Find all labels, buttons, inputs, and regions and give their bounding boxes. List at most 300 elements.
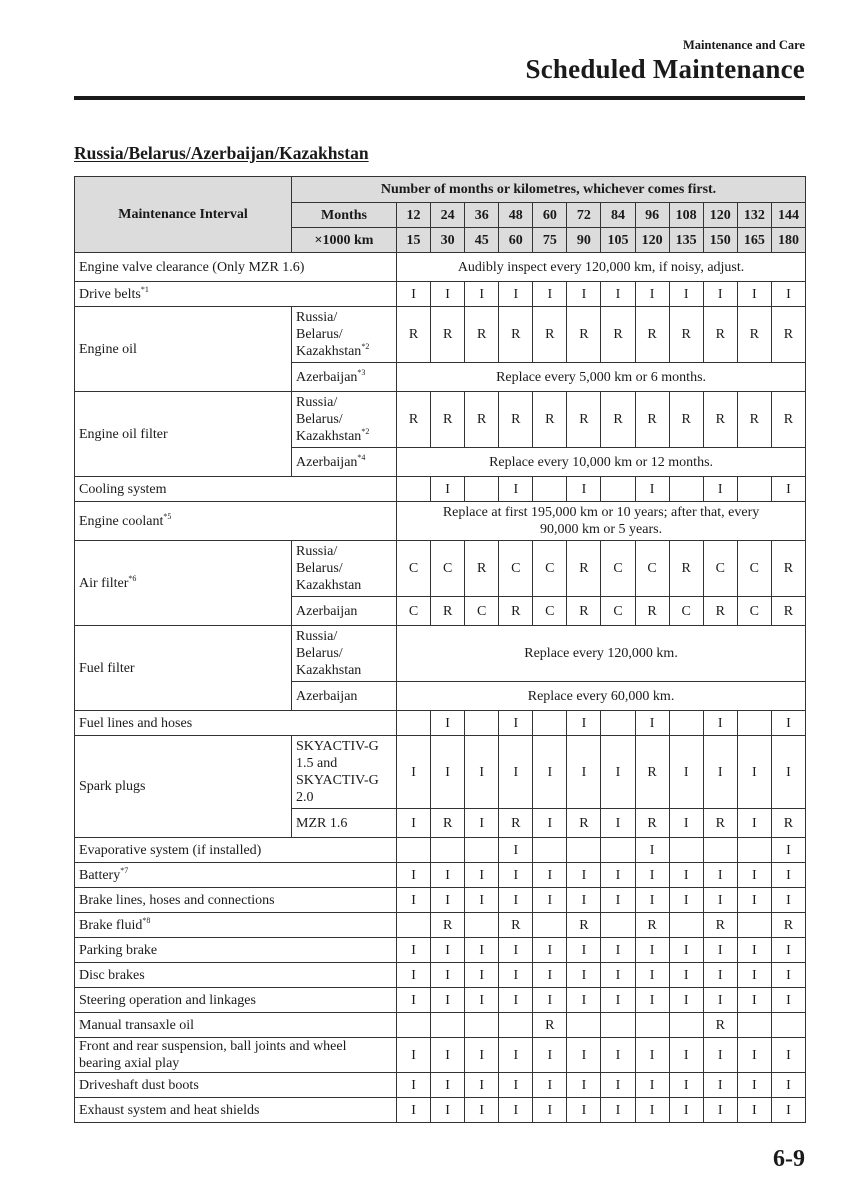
interval-cell: I xyxy=(737,888,771,913)
interval-cell: R xyxy=(635,809,669,838)
interval-cell: R xyxy=(567,597,601,626)
interval-cell: I xyxy=(669,736,703,809)
interval-cell: I xyxy=(567,888,601,913)
maintenance-item: Brake fluid$^{*8}$ xyxy=(75,913,397,938)
table-row xyxy=(75,307,806,363)
km-value: 180 xyxy=(771,228,805,253)
interval-cell: I xyxy=(703,477,737,502)
interval-cell: I xyxy=(465,988,499,1013)
interval-cell: R xyxy=(771,307,805,363)
item-variant: Azerbaijan xyxy=(292,682,397,711)
interval-cell xyxy=(431,1013,465,1038)
interval-cell: R xyxy=(567,541,601,597)
interval-cell: I xyxy=(703,736,737,809)
interval-cell xyxy=(669,838,703,863)
interval-cell: C xyxy=(397,597,431,626)
item-variant: Azerbaijan$^{*3}$ xyxy=(292,363,397,392)
footnote-marker: *8 xyxy=(142,915,151,925)
interval-cell xyxy=(465,838,499,863)
interval-cell: I xyxy=(771,477,805,502)
interval-cell: R xyxy=(669,392,703,448)
interval-cell: I xyxy=(601,863,635,888)
maintenance-item: Engine oil filter xyxy=(75,392,292,477)
km-value: 45 xyxy=(465,228,499,253)
interval-cell: C xyxy=(533,541,567,597)
section-label: Maintenance and Care xyxy=(683,38,805,52)
table-row xyxy=(75,1098,806,1123)
footnote-marker: *2 xyxy=(361,427,370,436)
interval-cell: I xyxy=(567,938,601,963)
maintenance-item: Engine valve clearance (Only MZR 1.6) xyxy=(75,253,397,282)
interval-cell: I xyxy=(397,888,431,913)
interval-cell xyxy=(737,711,771,736)
interval-cell xyxy=(567,838,601,863)
interval-cell: I xyxy=(431,1073,465,1098)
schedule-header xyxy=(75,177,806,253)
interval-cell: R xyxy=(465,541,499,597)
interval-cell: I xyxy=(601,1098,635,1123)
footnote-marker: *1 xyxy=(140,284,149,294)
maintenance-item: Cooling system xyxy=(75,477,397,502)
interval-cell: I xyxy=(533,1073,567,1098)
months-value: 48 xyxy=(499,203,533,228)
interval-cell: I xyxy=(431,863,465,888)
interval-cell: I xyxy=(465,1073,499,1098)
interval-cell: R xyxy=(771,597,805,626)
item-variant: Russia/ Belarus/ Kazakhstan xyxy=(292,626,397,682)
item-variant: Russia/ Belarus/ Kazakhstan$^{*2}$ xyxy=(292,392,397,448)
interval-cell: R xyxy=(703,307,737,363)
interval-cell: R xyxy=(499,392,533,448)
interval-cell: C xyxy=(737,597,771,626)
interval-cell: C xyxy=(533,597,567,626)
interval-cell: I xyxy=(635,1098,669,1123)
interval-cell: I xyxy=(669,1038,703,1073)
maintenance-item: Exhaust system and heat shields xyxy=(75,1098,397,1123)
interval-cell xyxy=(397,1013,431,1038)
months-value: 60 xyxy=(533,203,567,228)
interval-cell xyxy=(601,838,635,863)
interval-cell: I xyxy=(737,938,771,963)
interval-cell: I xyxy=(601,282,635,307)
interval-cell: R xyxy=(601,392,635,448)
interval-cell: I xyxy=(533,282,567,307)
months-value: 144 xyxy=(771,203,805,228)
interval-cell: I xyxy=(465,963,499,988)
interval-cell: I xyxy=(397,963,431,988)
interval-cell: I xyxy=(397,988,431,1013)
interval-cell: I xyxy=(703,888,737,913)
table-row xyxy=(75,1038,806,1073)
interval-cell: C xyxy=(703,541,737,597)
km-value: 90 xyxy=(567,228,601,253)
interval-cell: I xyxy=(771,1073,805,1098)
interval-cell: R xyxy=(567,307,601,363)
interval-cell: I xyxy=(465,938,499,963)
maintenance-item: Manual transaxle oil xyxy=(75,1013,397,1038)
interval-cell: I xyxy=(635,988,669,1013)
interval-cell: I xyxy=(533,809,567,838)
interval-cell: I xyxy=(499,838,533,863)
interval-cell: I xyxy=(771,736,805,809)
interval-cell xyxy=(669,1013,703,1038)
interval-cell: R xyxy=(431,597,465,626)
interval-cell: I xyxy=(431,736,465,809)
maintenance-item: Disc brakes xyxy=(75,963,397,988)
interval-cell: R xyxy=(703,1013,737,1038)
interval-cell xyxy=(533,913,567,938)
interval-cell: I xyxy=(771,282,805,307)
interval-cell: I xyxy=(635,711,669,736)
title-rule xyxy=(74,96,805,100)
interval-cell: I xyxy=(567,711,601,736)
interval-cell xyxy=(703,838,737,863)
interval-cell: R xyxy=(635,392,669,448)
interval-cell: R xyxy=(465,392,499,448)
interval-cell: R xyxy=(703,809,737,838)
maintenance-item: Parking brake xyxy=(75,938,397,963)
interval-cell: I xyxy=(465,736,499,809)
interval-cell: R xyxy=(635,736,669,809)
months-value: 12 xyxy=(397,203,431,228)
interval-cell xyxy=(601,1013,635,1038)
interval-cell: I xyxy=(431,282,465,307)
header-row-banner xyxy=(75,177,806,203)
table-row xyxy=(75,988,806,1013)
interval-note: Replace every 60,000 km. xyxy=(397,682,806,711)
interval-cell xyxy=(601,477,635,502)
interval-cell: I xyxy=(397,863,431,888)
km-value: 150 xyxy=(703,228,737,253)
interval-cell xyxy=(533,838,567,863)
interval-cell: I xyxy=(465,863,499,888)
interval-note: Replace every 120,000 km. xyxy=(397,626,806,682)
km-label: ×1000 km xyxy=(292,228,397,253)
interval-cell xyxy=(737,1013,771,1038)
interval-cell: R xyxy=(635,597,669,626)
item-variant: SKYACTIV-G 1.5 and SKYACTIV-G 2.0 xyxy=(292,736,397,809)
table-row xyxy=(75,282,806,307)
interval-cell: R xyxy=(499,307,533,363)
interval-cell: R xyxy=(737,307,771,363)
interval-cell: I xyxy=(533,963,567,988)
interval-cell xyxy=(669,913,703,938)
interval-cell: I xyxy=(499,711,533,736)
interval-cell: I xyxy=(737,963,771,988)
interval-cell: I xyxy=(601,938,635,963)
footnote-marker: *4 xyxy=(357,452,366,462)
interval-cell: I xyxy=(431,1098,465,1123)
interval-cell: R xyxy=(771,913,805,938)
item-variant: Azerbaijan$^{*4}$ xyxy=(292,448,397,477)
maintenance-item: Front and rear suspension, ball joints and wheel bearing axial play xyxy=(75,1038,397,1073)
interval-cell: I xyxy=(635,1073,669,1098)
interval-cell: I xyxy=(465,1038,499,1073)
interval-cell: I xyxy=(635,888,669,913)
interval-cell xyxy=(737,477,771,502)
interval-cell xyxy=(669,711,703,736)
interval-cell: I xyxy=(635,938,669,963)
km-value: 15 xyxy=(397,228,431,253)
interval-cell: I xyxy=(669,1098,703,1123)
maintenance-item: Drive belts$^{*1}$ xyxy=(75,282,397,307)
interval-cell: I xyxy=(737,1038,771,1073)
interval-cell: R xyxy=(635,307,669,363)
item-variant: Russia/ Belarus/ Kazakhstan xyxy=(292,541,397,597)
table-row xyxy=(75,1073,806,1098)
interval-cell: I xyxy=(771,963,805,988)
interval-cell: I xyxy=(601,888,635,913)
months-value: 132 xyxy=(737,203,771,228)
interval-cell: R xyxy=(737,392,771,448)
table-row xyxy=(75,838,806,863)
interval-cell: R xyxy=(533,307,567,363)
interval-cell: I xyxy=(465,282,499,307)
interval-cell: I xyxy=(737,863,771,888)
months-label: Months xyxy=(292,203,397,228)
maintenance-interval-header: Maintenance Interval xyxy=(75,177,292,253)
interval-cell: I xyxy=(431,988,465,1013)
interval-cell: I xyxy=(669,282,703,307)
months-value: 108 xyxy=(669,203,703,228)
months-value: 96 xyxy=(635,203,669,228)
table-row xyxy=(75,938,806,963)
table-row xyxy=(75,888,806,913)
km-value: 105 xyxy=(601,228,635,253)
table-row xyxy=(75,963,806,988)
interval-cell: R xyxy=(499,597,533,626)
maintenance-item: Battery$^{*7}$ xyxy=(75,863,397,888)
interval-cell xyxy=(499,1013,533,1038)
interval-cell: C xyxy=(431,541,465,597)
interval-cell: R xyxy=(669,541,703,597)
interval-cell: I xyxy=(771,1038,805,1073)
interval-cell: I xyxy=(499,988,533,1013)
interval-cell: I xyxy=(703,1073,737,1098)
km-value: 165 xyxy=(737,228,771,253)
interval-cell: I xyxy=(533,1038,567,1073)
interval-cell xyxy=(533,477,567,502)
interval-cell: I xyxy=(669,863,703,888)
months-value: 84 xyxy=(601,203,635,228)
footnote-marker: *3 xyxy=(357,367,366,377)
footnote-marker: *2 xyxy=(361,342,370,351)
interval-cell: I xyxy=(533,863,567,888)
interval-cell: I xyxy=(669,938,703,963)
interval-cell: I xyxy=(635,838,669,863)
interval-cell xyxy=(771,1013,805,1038)
interval-cell: I xyxy=(499,963,533,988)
interval-cell: I xyxy=(669,1073,703,1098)
interval-cell: R xyxy=(567,392,601,448)
interval-cell: R xyxy=(771,392,805,448)
interval-cell: I xyxy=(669,809,703,838)
interval-cell: I xyxy=(737,282,771,307)
interval-cell: I xyxy=(737,1098,771,1123)
interval-cell: R xyxy=(397,307,431,363)
interval-cell xyxy=(397,711,431,736)
table-row xyxy=(75,626,806,682)
table-row xyxy=(75,477,806,502)
interval-cell: I xyxy=(499,1073,533,1098)
interval-cell: C xyxy=(397,541,431,597)
interval-cell: C xyxy=(601,597,635,626)
maintenance-item: Driveshaft dust boots xyxy=(75,1073,397,1098)
interval-cell: I xyxy=(635,1038,669,1073)
table-row xyxy=(75,736,806,809)
interval-cell: I xyxy=(397,1098,431,1123)
interval-cell: I xyxy=(431,711,465,736)
interval-cell: I xyxy=(499,1098,533,1123)
table-row xyxy=(75,541,806,597)
interval-cell: I xyxy=(703,863,737,888)
interval-cell: R xyxy=(567,913,601,938)
interval-cell: I xyxy=(669,963,703,988)
interval-cell: R xyxy=(431,913,465,938)
interval-cell xyxy=(397,913,431,938)
item-variant: Azerbaijan xyxy=(292,597,397,626)
interval-cell: I xyxy=(771,888,805,913)
maintenance-item: Evaporative system (if installed) xyxy=(75,838,397,863)
interval-cell: I xyxy=(533,736,567,809)
region-heading: Russia/Belarus/Azerbaijan/Kazakhstan xyxy=(74,143,369,163)
interval-cell xyxy=(533,711,567,736)
km-value: 75 xyxy=(533,228,567,253)
interval-cell: R xyxy=(499,913,533,938)
interval-cell: I xyxy=(635,282,669,307)
interval-cell: I xyxy=(703,988,737,1013)
interval-cell: I xyxy=(737,988,771,1013)
interval-cell: I xyxy=(465,888,499,913)
interval-cell: R xyxy=(431,307,465,363)
maintenance-item: Steering operation and linkages xyxy=(75,988,397,1013)
table-row xyxy=(75,502,806,541)
km-value: 30 xyxy=(431,228,465,253)
maintenance-item: Fuel lines and hoses xyxy=(75,711,397,736)
interval-cell xyxy=(567,1013,601,1038)
interval-cell: R xyxy=(771,809,805,838)
months-value: 24 xyxy=(431,203,465,228)
interval-cell: R xyxy=(703,392,737,448)
item-variant: MZR 1.6 xyxy=(292,809,397,838)
interval-cell xyxy=(465,1013,499,1038)
interval-cell: R xyxy=(465,307,499,363)
interval-cell: I xyxy=(567,1098,601,1123)
interval-cell: I xyxy=(431,1038,465,1073)
interval-cell xyxy=(737,838,771,863)
interval-cell: R xyxy=(397,392,431,448)
interval-cell: C xyxy=(737,541,771,597)
table-row xyxy=(75,1013,806,1038)
interval-cell: I xyxy=(771,1098,805,1123)
interval-cell xyxy=(431,838,465,863)
footnote-marker: *5 xyxy=(163,511,172,521)
interval-cell: I xyxy=(567,736,601,809)
interval-cell: I xyxy=(669,888,703,913)
interval-cell: I xyxy=(771,988,805,1013)
interval-cell: I xyxy=(499,938,533,963)
months-value: 36 xyxy=(465,203,499,228)
months-value: 72 xyxy=(567,203,601,228)
interval-cell: R xyxy=(669,307,703,363)
maintenance-item: Engine coolant$^{*5}$ xyxy=(75,502,397,541)
interval-cell: C xyxy=(465,597,499,626)
interval-cell: I xyxy=(737,736,771,809)
interval-cell: I xyxy=(635,863,669,888)
interval-cell: I xyxy=(771,838,805,863)
interval-cell: I xyxy=(567,988,601,1013)
table-row xyxy=(75,392,806,448)
interval-cell: I xyxy=(703,282,737,307)
table-row xyxy=(75,863,806,888)
maintenance-item: Engine oil xyxy=(75,307,292,392)
km-value: 135 xyxy=(669,228,703,253)
interval-cell: C xyxy=(601,541,635,597)
interval-cell xyxy=(465,711,499,736)
page-number: 6-9 xyxy=(773,1146,805,1172)
item-variant: Russia/ Belarus/ Kazakhstan$^{*2}$ xyxy=(292,307,397,363)
interval-note: Audibly inspect every 120,000 km, if noisy, adjust. xyxy=(397,253,806,282)
interval-cell: I xyxy=(669,988,703,1013)
interval-cell: I xyxy=(533,888,567,913)
footnote-marker: *7 xyxy=(120,865,129,875)
interval-cell: R xyxy=(567,809,601,838)
interval-cell: R xyxy=(771,541,805,597)
interval-cell: I xyxy=(499,282,533,307)
interval-cell: I xyxy=(737,809,771,838)
interval-cell: R xyxy=(601,307,635,363)
interval-cell: I xyxy=(567,963,601,988)
interval-cell: I xyxy=(397,1038,431,1073)
interval-cell: I xyxy=(703,1098,737,1123)
interval-cell: R xyxy=(703,597,737,626)
interval-cell: I xyxy=(397,938,431,963)
months-value: 120 xyxy=(703,203,737,228)
km-value: 60 xyxy=(499,228,533,253)
table-row xyxy=(75,711,806,736)
interval-banner: Number of months or kilometres, whichever comes first. xyxy=(292,177,806,203)
interval-cell: I xyxy=(601,988,635,1013)
interval-cell: I xyxy=(703,963,737,988)
interval-cell: I xyxy=(703,1038,737,1073)
interval-cell: R xyxy=(533,392,567,448)
interval-cell: C xyxy=(635,541,669,597)
interval-cell: I xyxy=(703,711,737,736)
interval-cell: I xyxy=(431,477,465,502)
interval-cell: I xyxy=(397,282,431,307)
interval-cell: I xyxy=(431,888,465,913)
interval-cell: I xyxy=(771,863,805,888)
maintenance-item: Spark plugs xyxy=(75,736,292,838)
interval-cell: R xyxy=(635,913,669,938)
interval-cell: R xyxy=(499,809,533,838)
interval-cell: I xyxy=(533,988,567,1013)
schedule-body xyxy=(75,253,806,1123)
interval-cell: I xyxy=(397,736,431,809)
interval-note: Replace at first 195,000 km or 10 years; after that, every 90,000 km or 5 years. xyxy=(397,502,806,541)
interval-cell: I xyxy=(601,809,635,838)
interval-cell xyxy=(397,838,431,863)
interval-cell: I xyxy=(601,963,635,988)
interval-cell: I xyxy=(771,938,805,963)
interval-cell: I xyxy=(703,938,737,963)
interval-cell: I xyxy=(601,736,635,809)
maintenance-schedule-table xyxy=(74,176,806,1123)
interval-note: Replace every 10,000 km or 12 months. xyxy=(397,448,806,477)
interval-cell: I xyxy=(397,1073,431,1098)
interval-cell: I xyxy=(533,1098,567,1123)
interval-cell: I xyxy=(567,477,601,502)
